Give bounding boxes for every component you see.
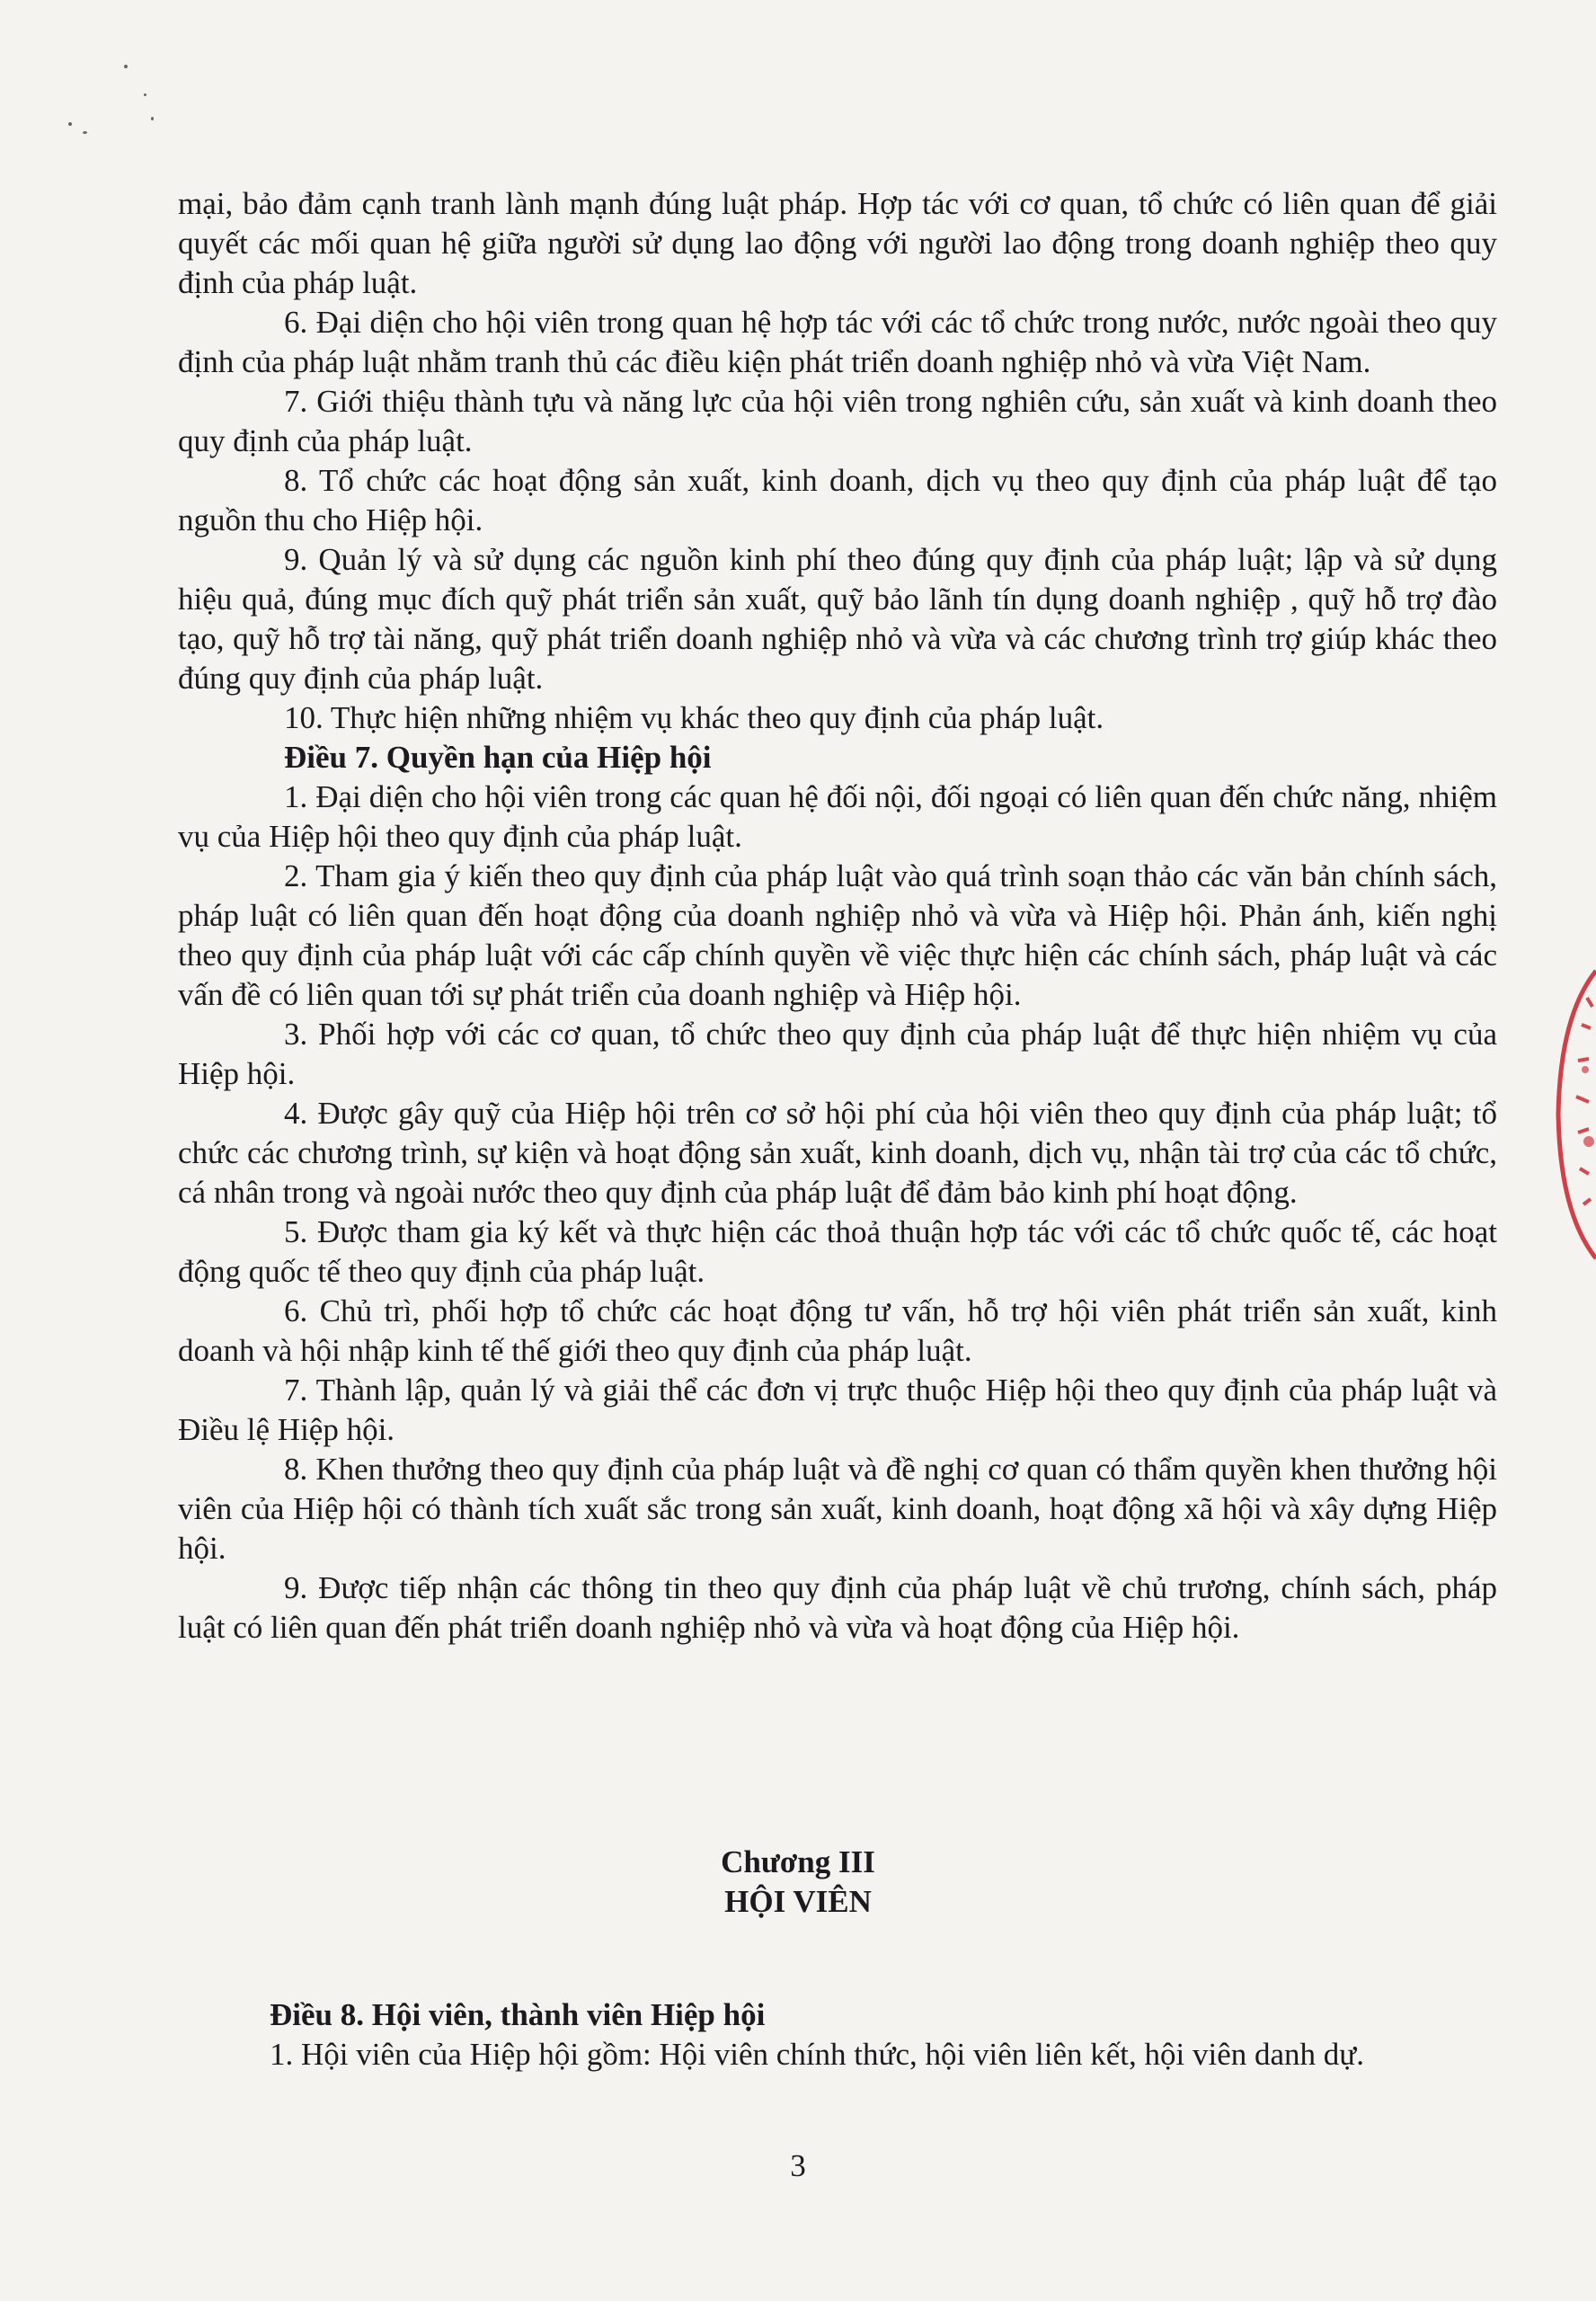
right-item-9: 9. Được tiếp nhận các thông tin theo quy định của pháp luật về chủ trương, chính sách, pháp luật có liên quan đến phát triển doanh nghiệp nhỏ và vừa và hoạt động của Hiệp hội.: [178, 1570, 1497, 1645]
right-item-8: 8. Khen thưởng theo quy định của pháp luật và đề nghị cơ quan có thẩm quyền khen thưởng hội viên của Hiệp hội có thành tích xuất sắc trong sản xuất, kinh doanh, hoạt động xã hội và xây dựng Hiệp hội.: [178, 1452, 1497, 1566]
red-stamp-fragment: [1542, 962, 1596, 1267]
right-item-1: 1. Đại diện cho hội viên trong các quan hệ đối nội, đối ngoại có liên quan đến chức năng, nhiệm vụ của Hiệp hội theo quy định của pháp luật.: [178, 779, 1497, 854]
duty-item-9: 9. Quản lý và sử dụng các nguồn kinh phí theo đúng quy định của pháp luật; lập và sử dụng hiệu quả, đúng mục đích quỹ phát triển sản xuất, quỹ bảo lãnh tín dụng doanh nghiệp , quỹ hỗ trợ đào tạo, quỹ hỗ trợ tài năng, quỹ phát triển doanh nghiệp nhỏ và vừa và các chương trình trợ giúp khác theo đúng quy định của pháp luật.: [178, 542, 1497, 696]
right-item-6: 6. Chủ trì, phối hợp tổ chức các hoạt động tư vấn, hỗ trợ hội viên phát triển sản xuất, kinh doanh và hội nhập kinh tế thế giới theo quy định của pháp luật.: [178, 1293, 1497, 1368]
duty-item-10: 10. Thực hiện những nhiệm vụ khác theo quy định của pháp luật.: [284, 700, 1104, 735]
right-item-2: 2. Tham gia ý kiến theo quy định của pháp luật vào quá trình soạn thảo các văn bản chính sách, pháp luật có liên quan đến hoạt động của doanh nghiệp nhỏ và vừa và Hiệp hội. Phản ánh, kiến nghị theo quy định của pháp luật với các cấp chính quyền về việc thực hiện các chính sách, pháp luật và các vấn đề có liên quan tới sự phát triển của doanh nghiệp và Hiệp hội.: [178, 858, 1497, 1012]
chapter-label: Chương III: [721, 1844, 875, 1879]
right-item-5: 5. Được tham gia ký kết và thực hiện các thoả thuận hợp tác với các tổ chức quốc tế, các hoạt động quốc tế theo quy định của pháp luật.: [178, 1214, 1497, 1289]
chapter-title: HỘI VIÊN: [724, 1884, 872, 1919]
article-8-heading: Điều 8. Hội viên, thành viên Hiệp hội: [270, 1997, 766, 2032]
duty-item-6: 6. Đại diện cho hội viên trong quan hệ hợp tác với các tổ chức trong nước, nước ngoài theo quy định của pháp luật nhằm tranh thủ các điều kiện phát triển doanh nghiệp nhỏ và vừa Việt Nam.: [178, 305, 1497, 379]
duty-item-8: 8. Tổ chức các hoạt động sản xuất, kinh doanh, dịch vụ theo quy định của pháp luật để tạo nguồn thu cho Hiệp hội.: [178, 463, 1497, 537]
article-7-heading: Điều 7. Quyền hạn của Hiệp hội: [284, 740, 712, 775]
document-body: [178, 184, 1497, 1648]
page-number: 3: [790, 2148, 806, 2183]
duty-item-7: 7. Giới thiệu thành tựu và năng lực của hội viên trong nghiên cứu, sản xuất và kinh doanh theo quy định của pháp luật.: [178, 384, 1497, 458]
right-item-7: 7. Thành lập, quản lý và giải thể các đơn vị trực thuộc Hiệp hội theo quy định của pháp luật và Điều lệ Hiệp hội.: [178, 1373, 1497, 1447]
right-item-3: 3. Phối hợp với các cơ quan, tổ chức theo quy định của pháp luật để thực hiện nhiệm vụ của Hiệp hội.: [178, 1017, 1497, 1091]
paragraph-continuation: mại, bảo đảm cạnh tranh lành mạnh đúng luật pháp. Hợp tác với cơ quan, tổ chức có liên quan để giải quyết các mối quan hệ giữa người sử dụng lao động với người lao động trong doanh nghiệp theo quy định của pháp luật.: [178, 186, 1497, 300]
article-8-item-1: 1. Hội viên của Hiệp hội gồm: Hội viên chính thức, hội viên liên kết, hội viên danh dự.: [270, 2037, 1364, 2072]
right-item-4: 4. Được gây quỹ của Hiệp hội trên cơ sở hội phí của hội viên theo quy định của pháp luật; tổ chức các chương trình, sự kiện và hoạt động sản xuất, kinh doanh, dịch vụ, nhận tài trợ của các tổ chức, cá nhân trong và ngoài nước theo quy định của pháp luật để đảm bảo kinh phí hoạt động.: [178, 1096, 1497, 1210]
